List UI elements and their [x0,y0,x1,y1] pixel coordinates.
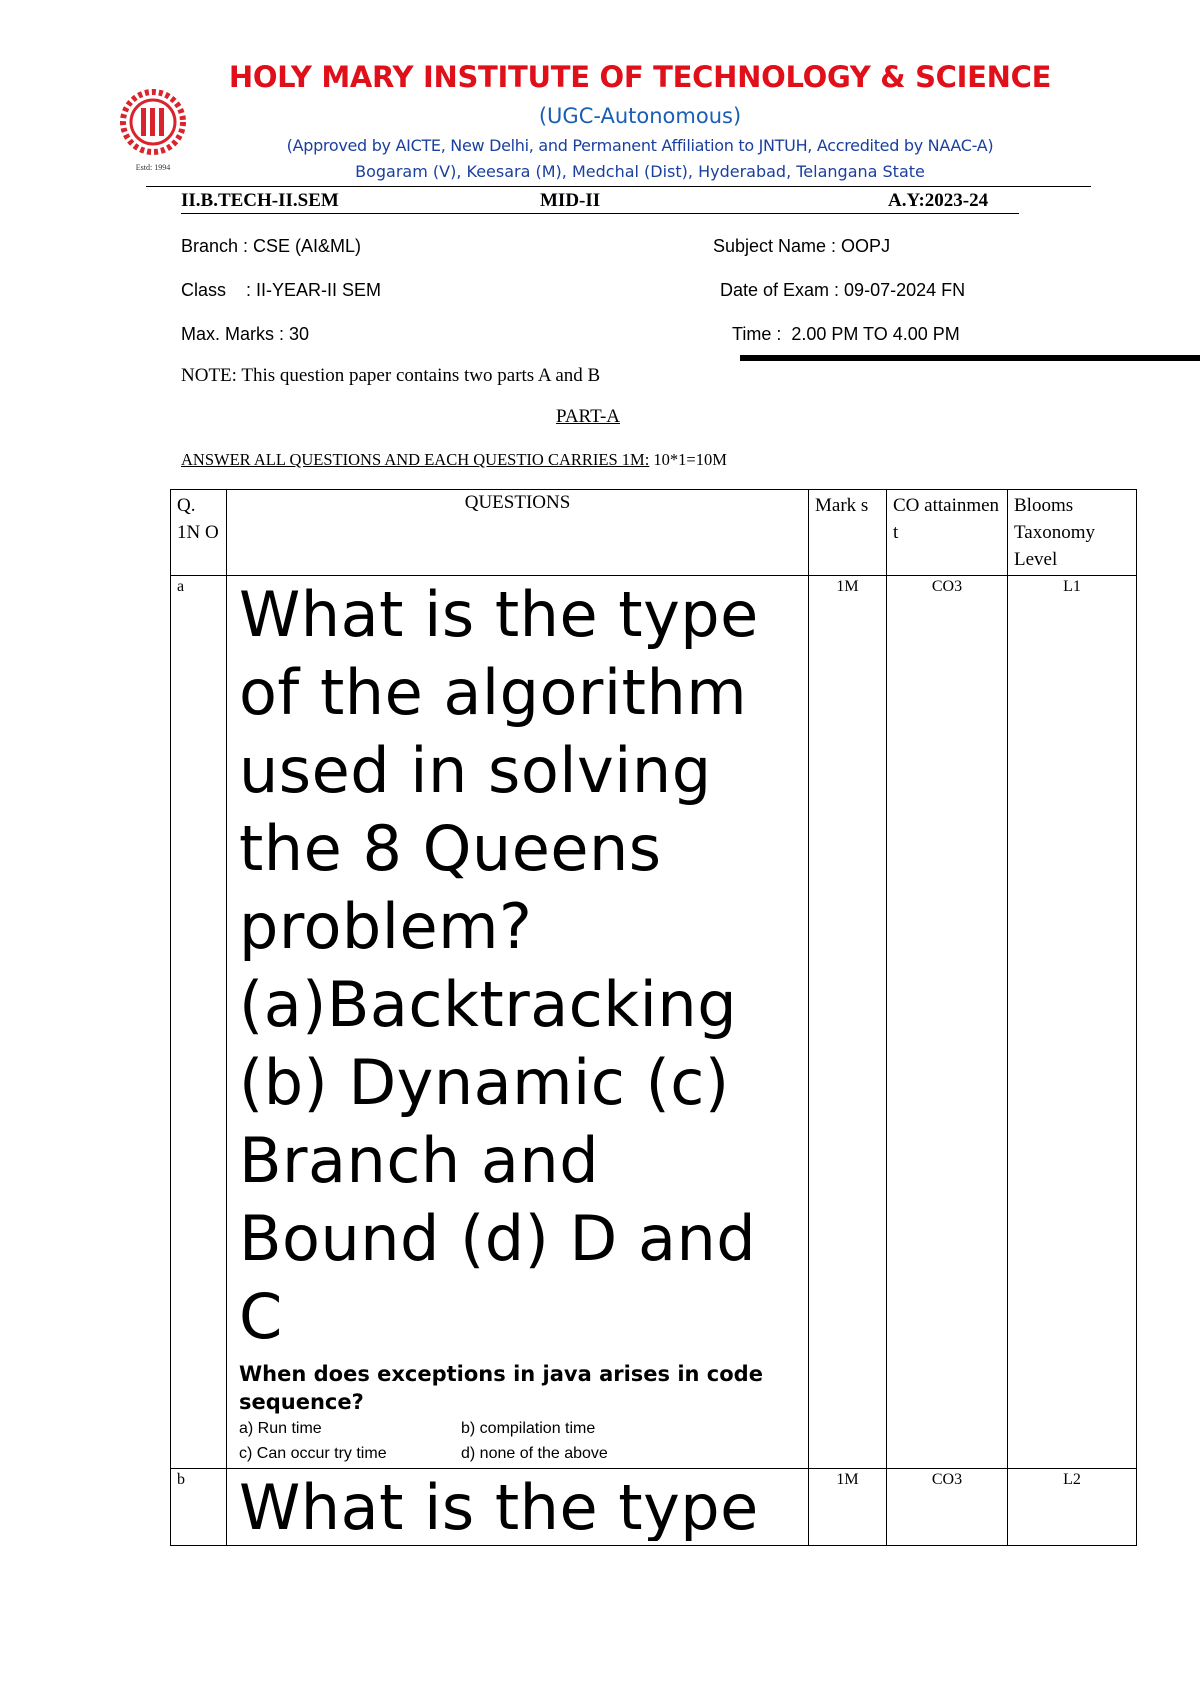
institute-name: HOLY MARY INSTITUTE OF TECHNOLOGY & SCIENCE [228,60,1052,94]
approval-line: (Approved by AICTE, New Delhi, and Permanent Affiliation to JNTUH, Accredited by NAAC-A) [286,136,994,155]
question-sub: When does exceptions in java arises in code sequence? [239,1362,763,1414]
header-qno: Q. 1N O [171,490,227,576]
address-line: Bogaram (V), Keesara (M), Medchal (Dist), Hyderabad, Telangana State [355,162,925,181]
header-rule-bottom [181,213,1019,214]
table-row [171,576,1137,1469]
row-level: L2 [1008,1469,1137,1546]
note: NOTE: This question paper contains two parts A and B [181,365,601,386]
row-question [227,1469,809,1546]
branch: Branch : CSE (AI&ML) [181,236,362,256]
subject-name: Subject Name : OOPJ [713,236,891,256]
question-main: What is the type of the algorithm used in solving the 8 Queens problem? (a)Backtracking (b) Dynamic (c) Branch and Bound (d) D and C [239,578,759,1353]
class: Class : II-YEAR-II SEM [181,280,382,300]
row-question [227,576,809,1469]
question-main: What is the type [239,1471,759,1541]
row-co: CO3 [887,1469,1008,1546]
row-level: L1 [1008,576,1137,1469]
row-co: CO3 [887,576,1008,1469]
header-questions: QUESTIONS [227,490,809,576]
course-label: II.B.TECH-II.SEM [181,190,339,211]
option-c: c) Can occur try time [239,1445,387,1462]
table-header-row [171,490,1137,576]
logo-text: Estd: 1994 [135,163,171,172]
row-marks: 1M [809,576,887,1469]
header-blooms: Blooms Taxonomy Level [1008,490,1137,576]
table-row [171,1469,1137,1546]
header-rule-top [146,186,1091,187]
header-marks: Mark s [809,490,887,576]
autonomy-status: (UGC-Autonomous) [538,104,742,128]
instruction-text: ANSWER ALL QUESTIONS AND EACH QUESTIO CARRIES 1M: [181,450,650,469]
exam-name: MID-II [540,190,601,211]
academic-year: A.Y:2023-24 [888,190,989,211]
row-qno: a [171,576,227,1469]
option-b: b) compilation time [461,1420,596,1437]
marks-formula: 10*1=10M [649,450,727,469]
part-a-title: PART-A [556,406,620,427]
thick-divider [740,355,1200,361]
part-a-instruction [181,450,727,470]
option-a: a) Run time [239,1420,322,1437]
question-options [239,1416,800,1466]
exam-date: Date of Exam : 09-07-2024 FN [720,280,966,300]
exam-time: Time : 2.00 PM TO 4.00 PM [732,324,960,344]
row-marks: 1M [809,1469,887,1546]
header-co: CO attainmen t [887,490,1008,576]
questions-table [170,489,1137,1546]
max-marks: Max. Marks : 30 [181,324,310,344]
option-d: d) none of the above [461,1445,608,1462]
row-qno: b [171,1469,227,1546]
